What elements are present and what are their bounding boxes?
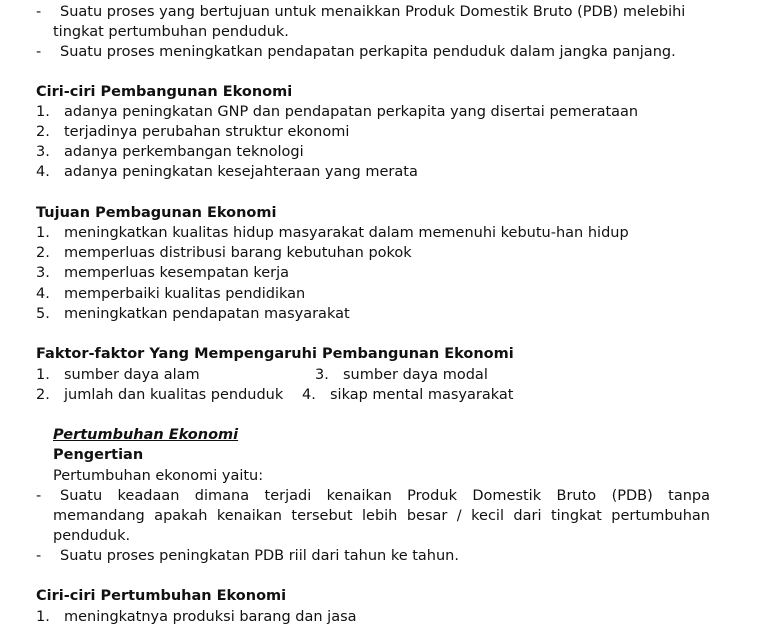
faktor-row-2 [36,385,712,405]
item-text: sumber daya modal [343,367,488,383]
list-item [36,142,712,162]
bullet-marker: - [36,488,42,504]
list-item [36,263,712,283]
list-item [36,162,712,182]
list-item [36,284,712,304]
item-number: 1. [36,609,50,625]
item-text: adanya peningkatan kesejahteraan yang merata [64,164,418,180]
intro-bullet-1-cont [53,22,729,42]
heading-faktor: Faktor-faktor Yang Mempengaruhi Pembangunan Ekonomi [36,346,514,362]
pertumbuhan-bullet-2 [36,546,712,566]
item-text: meningkatkan kualitas hidup masyarakat dalam memenuhi kebutu-han hidup [64,225,629,241]
item-text: sumber daya alam [64,367,200,383]
bullet-marker: - [36,44,42,60]
bullet-text: Suatu proses yang bertujuan untuk menaikkan Produk Domestik Bruto (PDB) melebihi [60,4,686,20]
item-number: 3. [315,367,329,383]
item-text: meningkatnya produksi barang dan jasa [64,609,357,625]
item-text: jumlah dan kualitas penduduk [64,387,284,403]
list-item [36,304,712,324]
heading-ciri-pertumbuhan: Ciri-ciri Pertumbuhan Ekonomi [36,588,287,604]
item-number: 2. [36,245,50,261]
list-item [36,607,712,627]
item-text: memperluas distribusi barang kebutuhan pokok [64,245,412,261]
item-number: 1. [36,367,50,383]
item-text: terjadinya perubahan struktur ekonomi [64,124,350,140]
item-number: 3. [36,265,50,281]
item-number: 4. [302,387,316,403]
list-item [36,243,712,263]
intro-bullet-1 [36,2,712,22]
bullet-text: Suatu proses meningkatkan pendapatan perkapita penduduk dalam jangka panjang. [60,44,676,60]
bullet-text: Suatu keadaan dimana terjadi kenaikan Produk Domestik Bruto (PDB) tanpa [60,488,710,504]
pertumbuhan-intro: Pertumbuhan ekonomi yaitu: [53,468,264,484]
item-text: adanya peningkatan GNP dan pendapatan perkapita yang disertai pemerataan [64,104,639,120]
list-item [36,223,712,243]
list-item [36,122,712,142]
item-number: 1. [36,104,50,120]
faktor-col2 [302,385,513,405]
item-text: sikap mental masyarakat [330,387,514,403]
bullet-text-cont: penduduk. [53,528,131,544]
list-item [36,102,712,122]
bullet-marker: - [36,4,42,20]
intro-bullet-2 [36,42,712,62]
bullet-text-cont: tingkat pertumbuhan penduduk. [53,24,289,40]
item-number: 3. [36,144,50,160]
item-number: 2. [36,387,50,403]
item-number: 4. [36,164,50,180]
faktor-row-1 [36,365,712,385]
item-number: 2. [36,124,50,140]
item-text: adanya perkembangan teknologi [64,144,304,160]
heading-pengertian: Pengertian [53,447,144,463]
section-title-pertumbuhan: Pertumbuhan Ekonomi [53,427,239,443]
bullet-text-cont: memandang apakah kenaikan tersebut lebih besar / kecil dari tingkat pertumbuhan [53,508,710,524]
item-number: 1. [36,225,50,241]
item-text: meningkatkan pendapatan masyarakat [64,306,350,322]
item-number: 4. [36,286,50,302]
bullet-marker: - [36,548,42,564]
heading-ciri-pembangunan: Ciri-ciri Pembangunan Ekonomi [36,84,293,100]
heading-tujuan-pembangunan: Tujuan Pembagunan Ekonomi [36,205,277,221]
faktor-col2 [315,365,488,385]
bullet-text: Suatu proses peningkatan PDB riil dari tahun ke tahun. [60,548,459,564]
item-text: memperbaiki kualitas pendidikan [64,286,306,302]
item-number: 5. [36,306,50,322]
item-text: memperluas kesempatan kerja [64,265,290,281]
